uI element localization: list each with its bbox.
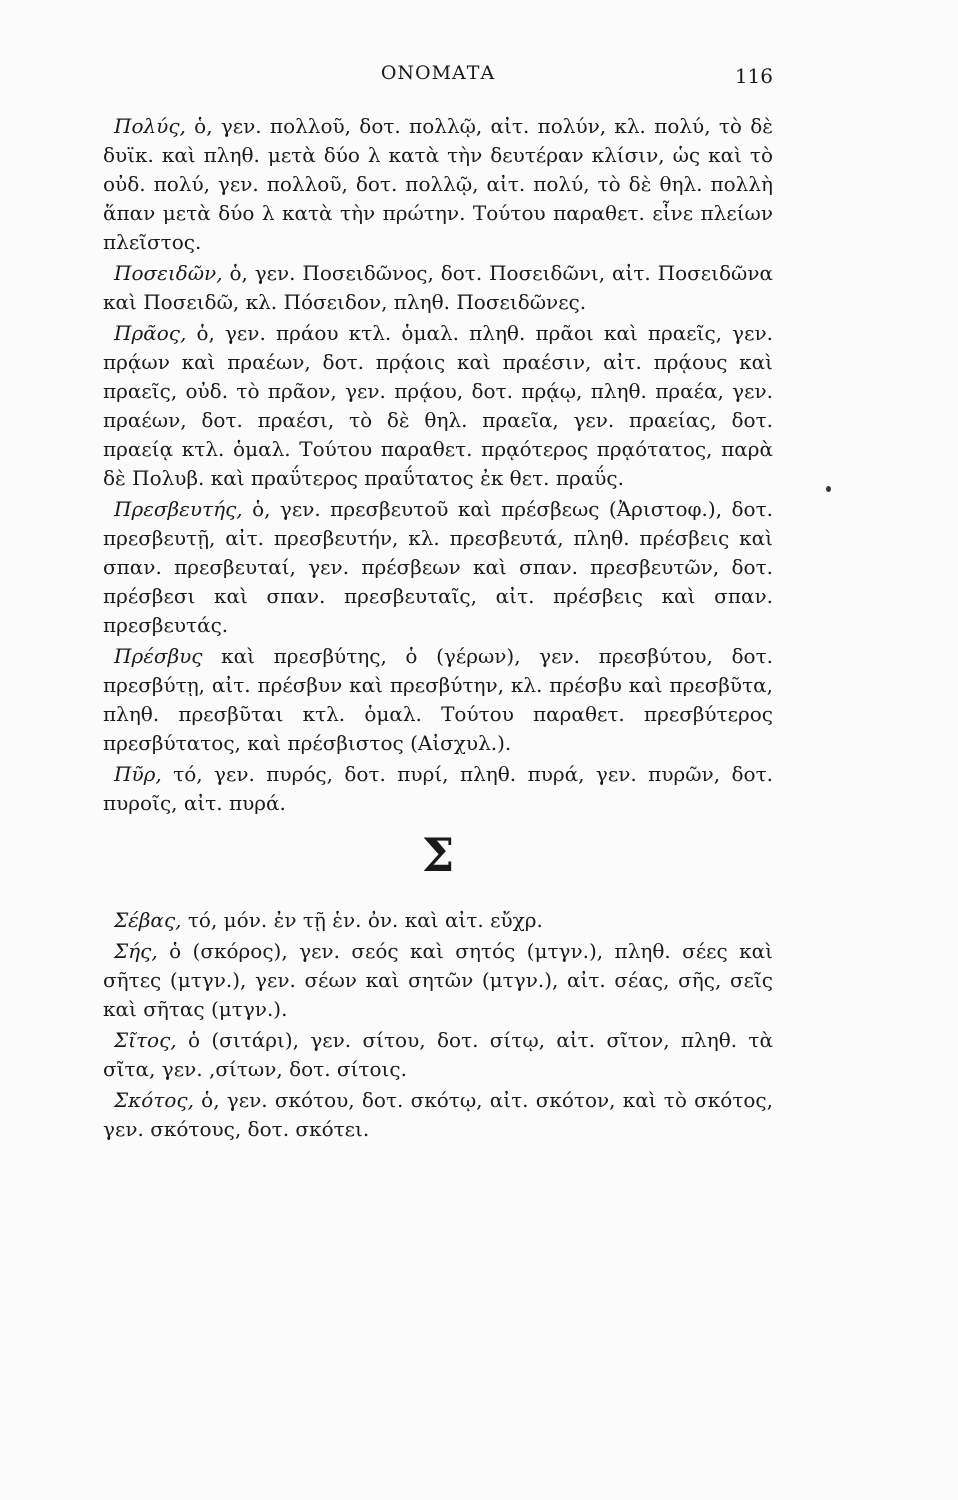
page-body bbox=[103, 112, 773, 1146]
entry-headword: Σής, bbox=[114, 939, 158, 963]
dictionary-entry bbox=[103, 760, 773, 818]
entry-text: ὁ, γεν. σκότου, δοτ. σκότῳ, αἰτ. σκότον, καὶ τὸ σκότος, γεν. σκότους, δοτ. σκότει. bbox=[103, 1088, 773, 1141]
entry-text: τό, μόν. ἐν τῇ ἑν. ὀν. καὶ αἰτ. εὔχρ. bbox=[181, 908, 543, 932]
entry-headword: Σκότος, bbox=[114, 1088, 194, 1112]
dictionary-entry bbox=[103, 495, 773, 640]
entry-text: ὁ, γεν. Ποσειδῶνος, δοτ. Ποσειδῶνι, αἰτ. Ποσειδῶνα καὶ Ποσειδῶ, κλ. Πόσειδον, πληθ. Ποσειδῶνες. bbox=[103, 261, 773, 314]
dictionary-entry bbox=[103, 642, 773, 758]
page-header bbox=[103, 62, 773, 92]
entry-headword: Πολύς, bbox=[114, 114, 186, 138]
entry-headword: Πρᾶος, bbox=[114, 321, 187, 345]
section-letter: Σ bbox=[421, 828, 455, 882]
entry-text: ὁ (σκόρος), γεν. σεός καὶ σητός (μτγν.), πληθ. σέες καὶ σῆτες (μτγν.), γεν. σέων καὶ σητῶν (μτγν.), αἰτ. σέας, σῆς, σεῖς καὶ σῆτας (μτγν.). bbox=[103, 939, 773, 1021]
entry-text: ὁ, γεν. πράου κτλ. ὁμαλ. πληθ. πρᾶοι καὶ πραεῖς, γεν. πρᾴων καὶ πραέων, δοτ. πρᾴοις καὶ πραέσιν, αἰτ. πρᾴους καὶ πραεῖς, οὐδ. τὸ πρᾶον, γεν. πρᾴου, δοτ. πρᾴῳ, πληθ. πραέα, γεν. πραέων, δοτ. πραέσι, τὸ δὲ θηλ. πραεῖα, γεν. πραείας, δοτ. πραείᾳ κτλ. ὁμαλ. Τούτου παραθετ. πρᾳότερος πρᾳότατος, παρὰ δὲ Πολυβ. καὶ πραΰτερος πραΰτατος ἐκ θετ. πραΰς. bbox=[103, 321, 773, 490]
entry-text: τό, γεν. πυρός, δοτ. πυρί, πληθ. πυρά, γεν. πυρῶν, δοτ. πυροῖς, αἰτ. πυρά. bbox=[103, 762, 773, 815]
entries-pi bbox=[103, 112, 773, 818]
dictionary-entry bbox=[103, 112, 773, 257]
dictionary-entry bbox=[103, 906, 773, 935]
entry-headword: Ποσειδῶν, bbox=[114, 261, 223, 285]
page-number: 116 bbox=[734, 64, 773, 88]
entry-headword: Πρεσβευτής, bbox=[114, 497, 243, 521]
entries-sigma bbox=[103, 906, 773, 1144]
dictionary-entry bbox=[103, 1086, 773, 1144]
running-title: ΟΝΟΜΑΤΑ bbox=[380, 62, 496, 84]
entry-headword: Σέβας, bbox=[114, 908, 182, 932]
entry-text: ὁ, γεν. πρεσβευτοῦ καὶ πρέσβεως (Ἀριστοφ.), δοτ. πρεσβευτῇ, αἰτ. πρεσβευτήν, κλ. πρεσβευτά, πληθ. πρέσβεις καὶ σπαν. πρεσβευταί, γεν. πρέσβεων καὶ σπαν. πρεσβευτῶν, δοτ. πρέσβεσι καὶ σπαν. πρεσβευταῖς, αἰτ. πρέσβεις καὶ σπαν. πρεσβευτάς. bbox=[103, 497, 773, 637]
entry-text: καὶ πρεσβύτης, ὁ (γέρων), γεν. πρεσβύτου, δοτ. πρεσβύτῃ, αἰτ. πρέσβυν καὶ πρεσβύτην, κλ. πρέσβυ καὶ πρεσβῦτα, πληθ. πρεσβῦται κτλ. ὁμαλ. Τούτου παραθετ. πρεσβύτερος πρεσβύτατος, καὶ πρέσβιστος (Αἰσχυλ.). bbox=[103, 644, 773, 755]
entry-headword: Πῦρ, bbox=[114, 762, 162, 786]
margin-mark bbox=[826, 486, 831, 492]
entry-headword: Πρέσβυς bbox=[114, 644, 203, 668]
entry-text: ὁ, γεν. πολλοῦ, δοτ. πολλῷ, αἰτ. πολύν, κλ. πολύ, τὸ δὲ δυϊκ. καὶ πληθ. μετὰ δύο λ κατὰ τὴν δευτέραν κλίσιν, ὡς καὶ τὸ οὐδ. πολύ, γεν. πολλοῦ, δοτ. πολλῷ, αἰτ. πολύ, τὸ δὲ θηλ. πολλὴ ἅπαν μετὰ δύο λ κατὰ τὴν πρώτην. Τούτου παραθετ. εἶνε πλείων πλεῖστος. bbox=[103, 114, 773, 254]
entry-headword: Σῖτος, bbox=[114, 1028, 177, 1052]
dictionary-entry bbox=[103, 1026, 773, 1084]
entry-text: ὁ (σιτάρι), γεν. σίτου, δοτ. σίτῳ, αἰτ. σῖτον, πληθ. τὰ σῖτα, γεν. ,σίτων, δοτ. σίτοις. bbox=[103, 1028, 773, 1081]
dictionary-entry bbox=[103, 259, 773, 317]
dictionary-entry bbox=[103, 319, 773, 493]
dictionary-entry bbox=[103, 937, 773, 1024]
